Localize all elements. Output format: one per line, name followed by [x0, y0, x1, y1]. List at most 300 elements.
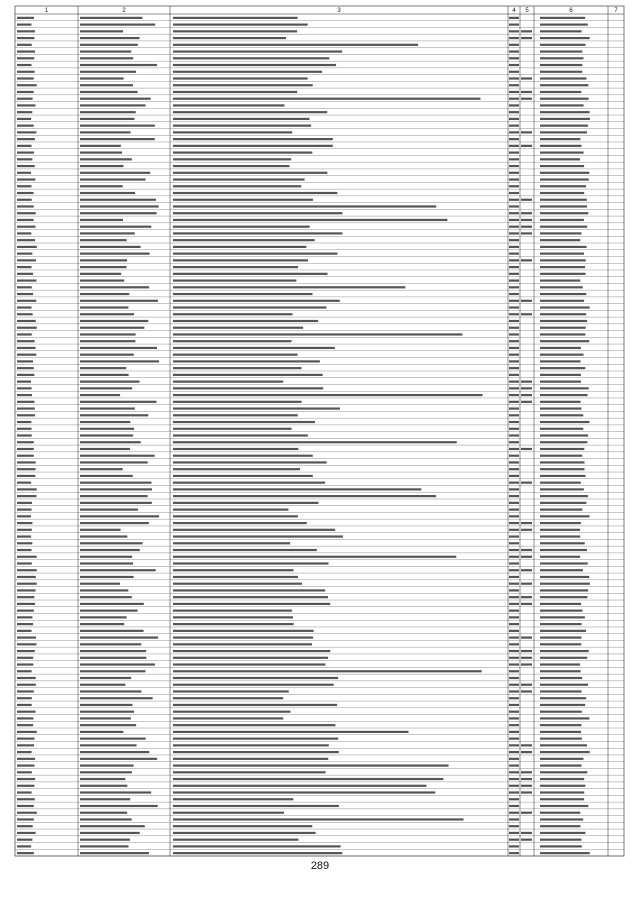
- year-illegible: [509, 448, 519, 450]
- period-illegible: [540, 495, 588, 497]
- year-illegible: [509, 515, 519, 517]
- address-illegible: [80, 825, 145, 827]
- period-illegible: [540, 818, 583, 820]
- row-number-illegible: [17, 556, 37, 558]
- row-number-illegible: [17, 623, 33, 625]
- row-number-illegible: [17, 731, 37, 733]
- year-illegible: [509, 111, 519, 113]
- work-description-illegible: [173, 515, 298, 517]
- period-illegible: [540, 630, 586, 632]
- year-illegible: [509, 832, 519, 834]
- period-illegible: [540, 259, 586, 261]
- year-illegible: [509, 98, 519, 100]
- column-number-1: 1: [44, 8, 49, 14]
- work-description-illegible: [173, 731, 408, 733]
- address-illegible: [80, 495, 148, 497]
- address-illegible: [80, 279, 124, 281]
- work-description-illegible: [173, 64, 336, 66]
- year-illegible: [509, 643, 519, 645]
- work-description-illegible: [173, 455, 313, 457]
- work-description-illegible: [173, 165, 290, 167]
- year-illegible: [509, 825, 519, 827]
- row-number-illegible: [17, 825, 33, 827]
- row-number-illegible: [17, 320, 36, 322]
- year-illegible: [509, 192, 519, 194]
- work-description-illegible: [173, 758, 328, 760]
- row-number-illegible: [17, 172, 31, 174]
- row-number-illegible: [17, 522, 32, 524]
- address-illegible: [80, 212, 157, 214]
- year-illegible: [509, 670, 519, 672]
- year-illegible: [509, 852, 519, 854]
- work-description-illegible: [173, 461, 327, 463]
- period-illegible: [540, 623, 582, 625]
- address-illegible: [80, 455, 155, 457]
- year-illegible: [509, 374, 519, 376]
- year-illegible: [509, 845, 519, 847]
- row-number-illegible: [17, 50, 35, 52]
- work-description-illegible: [173, 764, 449, 766]
- year-illegible: [509, 219, 519, 221]
- row-number-illegible: [17, 138, 35, 140]
- row-number-illegible: [17, 583, 37, 585]
- address-illegible: [80, 125, 155, 127]
- address-illegible: [80, 138, 155, 140]
- period-illegible: [540, 158, 580, 160]
- year-illegible: [521, 448, 532, 450]
- address-illegible: [80, 461, 148, 463]
- row-number-illegible: [17, 509, 32, 511]
- row-number-illegible: [17, 711, 36, 713]
- year-illegible: [521, 596, 532, 598]
- year-illegible: [521, 583, 532, 585]
- address-illegible: [80, 670, 145, 672]
- address-illegible: [80, 434, 133, 436]
- work-description-illegible: [173, 104, 284, 106]
- year-illegible: [509, 71, 519, 73]
- year-illegible: [509, 818, 519, 820]
- year-illegible: [509, 259, 519, 261]
- period-illegible: [540, 266, 585, 268]
- address-illegible: [80, 30, 123, 32]
- address-illegible: [80, 515, 159, 517]
- period-illegible: [540, 434, 588, 436]
- period-illegible: [540, 151, 584, 153]
- row-number-illegible: [17, 232, 31, 234]
- year-illegible: [509, 535, 519, 537]
- period-illegible: [540, 279, 580, 281]
- table-frame: [15, 6, 624, 856]
- year-illegible: [509, 293, 519, 295]
- address-illegible: [80, 91, 138, 93]
- address-illegible: [80, 845, 129, 847]
- row-number-illegible: [17, 279, 36, 281]
- work-description-illegible: [173, 145, 333, 147]
- row-number-illegible: [17, 421, 31, 423]
- row-number-illegible: [17, 64, 31, 66]
- address-illegible: [80, 37, 139, 39]
- period-illegible: [540, 293, 586, 295]
- work-description-illegible: [173, 266, 298, 268]
- period-illegible: [540, 589, 588, 591]
- year-illegible: [521, 650, 532, 652]
- work-description-illegible: [173, 509, 288, 511]
- work-description-illegible: [173, 333, 462, 335]
- period-illegible: [540, 71, 582, 73]
- work-description-illegible: [173, 535, 343, 537]
- year-illegible: [509, 387, 519, 389]
- period-illegible: [540, 17, 585, 19]
- period-illegible: [540, 165, 584, 167]
- year-illegible: [509, 482, 519, 484]
- work-description-illegible: [173, 30, 297, 32]
- year-illegible: [521, 522, 532, 524]
- work-description-illegible: [173, 434, 308, 436]
- work-description-illegible: [173, 253, 337, 255]
- row-number-illegible: [17, 603, 35, 605]
- period-illegible: [540, 616, 585, 618]
- year-illegible: [509, 145, 519, 147]
- work-description-illegible: [173, 91, 297, 93]
- row-number-illegible: [17, 610, 34, 612]
- year-illegible: [521, 791, 532, 793]
- year-illegible: [521, 812, 532, 814]
- row-number-illegible: [17, 151, 34, 153]
- address-illegible: [80, 643, 141, 645]
- year-illegible: [509, 630, 519, 632]
- period-illegible: [540, 219, 584, 221]
- period-illegible: [540, 37, 590, 39]
- year-illegible: [509, 232, 519, 234]
- row-number-illegible: [17, 253, 32, 255]
- work-description-illegible: [173, 832, 316, 834]
- work-description-illegible: [173, 643, 312, 645]
- address-illegible: [80, 522, 149, 524]
- period-illegible: [540, 738, 582, 740]
- address-illegible: [80, 468, 123, 470]
- period-illegible: [540, 785, 585, 787]
- address-illegible: [80, 172, 150, 174]
- year-illegible: [509, 636, 519, 638]
- year-illegible: [509, 125, 519, 127]
- period-illegible: [540, 172, 589, 174]
- row-number-illegible: [17, 576, 36, 578]
- address-illegible: [80, 313, 134, 315]
- work-description-illegible: [173, 111, 327, 113]
- address-illegible: [80, 785, 127, 787]
- period-illegible: [540, 354, 584, 356]
- address-illegible: [80, 381, 139, 383]
- period-illegible: [540, 44, 586, 46]
- year-illegible: [509, 306, 519, 308]
- address-illegible: [80, 663, 155, 665]
- year-illegible: [521, 199, 532, 201]
- work-description-illegible: [173, 495, 436, 497]
- year-illegible: [509, 764, 519, 766]
- work-description-illegible: [173, 778, 443, 780]
- year-illegible: [509, 569, 519, 571]
- address-illegible: [80, 771, 132, 773]
- address-illegible: [80, 805, 158, 807]
- address-illegible: [80, 482, 151, 484]
- period-illegible: [540, 273, 586, 275]
- period-illegible: [540, 663, 580, 665]
- period-illegible: [540, 448, 584, 450]
- address-illegible: [80, 286, 149, 288]
- year-illegible: [509, 704, 519, 706]
- work-description-illegible: [173, 522, 307, 524]
- address-illegible: [80, 569, 156, 571]
- address-illegible: [80, 596, 132, 598]
- year-illegible: [509, 138, 519, 140]
- year-illegible: [509, 562, 519, 564]
- period-illegible: [540, 185, 586, 187]
- address-illegible: [80, 421, 130, 423]
- row-number-illegible: [17, 744, 34, 746]
- work-description-illegible: [173, 131, 292, 133]
- work-description-illegible: [173, 818, 463, 820]
- year-illegible: [509, 488, 519, 490]
- period-illegible: [540, 401, 581, 403]
- work-description-illegible: [173, 441, 457, 443]
- row-number-illegible: [17, 212, 36, 214]
- row-number-illegible: [17, 812, 37, 814]
- work-description-illegible: [173, 583, 302, 585]
- year-illegible: [521, 394, 532, 396]
- period-illegible: [540, 690, 582, 692]
- period-illegible: [540, 455, 582, 457]
- work-description-illegible: [173, 421, 315, 423]
- row-number-illegible: [17, 542, 32, 544]
- period-illegible: [540, 232, 582, 234]
- year-illegible: [509, 320, 519, 322]
- year-illegible: [521, 751, 532, 753]
- year-illegible: [509, 172, 519, 174]
- work-description-illegible: [173, 542, 290, 544]
- year-illegible: [521, 300, 532, 302]
- work-description-illegible: [173, 125, 311, 127]
- address-illegible: [80, 145, 121, 147]
- work-description-illegible: [173, 428, 292, 430]
- address-illegible: [80, 401, 157, 403]
- row-number-illegible: [17, 778, 35, 780]
- year-illegible: [509, 461, 519, 463]
- year-illegible: [521, 381, 532, 383]
- year-illegible: [509, 165, 519, 167]
- year-illegible: [509, 441, 519, 443]
- address-illegible: [80, 839, 130, 841]
- work-description-illegible: [173, 118, 309, 120]
- row-number-illegible: [17, 562, 32, 564]
- row-number-illegible: [17, 434, 32, 436]
- period-illegible: [540, 684, 588, 686]
- period-illegible: [540, 744, 587, 746]
- row-number-illegible: [17, 354, 36, 356]
- address-illegible: [80, 219, 123, 221]
- row-number-illegible: [17, 596, 34, 598]
- address-illegible: [80, 259, 127, 261]
- row-number-illegible: [17, 468, 36, 470]
- year-illegible: [509, 151, 519, 153]
- work-description-illegible: [173, 232, 342, 234]
- row-number-illegible: [17, 549, 32, 551]
- year-illegible: [509, 212, 519, 214]
- year-illegible: [509, 407, 519, 409]
- year-illegible: [521, 37, 532, 39]
- column-number-3: 3: [337, 8, 341, 14]
- address-illegible: [80, 818, 132, 820]
- work-description-illegible: [173, 852, 342, 854]
- year-illegible: [521, 744, 532, 746]
- year-illegible: [521, 219, 532, 221]
- work-description-illegible: [173, 199, 313, 201]
- work-description-illegible: [173, 502, 318, 504]
- year-illegible: [509, 401, 519, 403]
- address-illegible: [80, 690, 141, 692]
- address-illegible: [80, 630, 144, 632]
- row-number-illegible: [17, 407, 35, 409]
- year-illegible: [521, 556, 532, 558]
- period-illegible: [540, 98, 589, 100]
- address-illegible: [80, 84, 133, 86]
- address-illegible: [80, 178, 146, 180]
- year-illegible: [509, 77, 519, 79]
- row-number-illegible: [17, 394, 32, 396]
- row-number-illegible: [17, 340, 35, 342]
- year-illegible: [509, 455, 519, 457]
- year-illegible: [509, 300, 519, 302]
- year-illegible: [521, 771, 532, 773]
- address-illegible: [80, 791, 151, 793]
- work-description-illegible: [173, 394, 483, 396]
- period-illegible: [540, 650, 589, 652]
- row-number-illegible: [17, 158, 32, 160]
- year-illegible: [509, 333, 519, 335]
- period-illegible: [540, 64, 582, 66]
- period-illegible: [540, 509, 582, 511]
- year-illegible: [509, 791, 519, 793]
- row-number-illegible: [17, 401, 34, 403]
- row-number-illegible: [17, 293, 33, 295]
- work-description-illegible: [173, 219, 447, 221]
- work-description-illegible: [173, 172, 327, 174]
- row-number-illegible: [17, 24, 31, 26]
- year-illegible: [521, 91, 532, 93]
- work-description-illegible: [173, 226, 310, 228]
- year-illegible: [509, 475, 519, 477]
- work-description-illegible: [173, 630, 314, 632]
- year-illegible: [509, 340, 519, 342]
- year-illegible: [509, 576, 519, 578]
- period-illegible: [540, 313, 586, 315]
- address-illegible: [80, 650, 146, 652]
- address-illegible: [80, 636, 158, 638]
- period-illegible: [540, 138, 580, 140]
- work-description-illegible: [173, 98, 480, 100]
- row-number-illegible: [17, 145, 31, 147]
- work-description-illegible: [173, 387, 323, 389]
- period-illegible: [540, 30, 582, 32]
- work-description-illegible: [173, 57, 329, 59]
- row-number-illegible: [17, 818, 34, 820]
- period-illegible: [540, 562, 588, 564]
- row-number-illegible: [17, 488, 37, 490]
- address-illegible: [80, 158, 132, 160]
- period-illegible: [540, 475, 585, 477]
- row-number-illegible: [17, 832, 36, 834]
- year-illegible: [509, 542, 519, 544]
- year-illegible: [509, 84, 519, 86]
- year-illegible: [509, 717, 519, 719]
- row-number-illegible: [17, 791, 32, 793]
- work-description-illegible: [173, 704, 337, 706]
- row-number-illegible: [17, 98, 33, 100]
- period-illegible: [540, 764, 582, 766]
- address-illegible: [80, 616, 127, 618]
- row-number-illegible: [17, 636, 36, 638]
- period-illegible: [540, 253, 584, 255]
- year-illegible: [509, 414, 519, 416]
- year-illegible: [509, 266, 519, 268]
- period-illegible: [540, 394, 588, 396]
- row-number-illegible: [17, 125, 34, 127]
- work-description-illegible: [173, 798, 293, 800]
- year-illegible: [521, 663, 532, 665]
- work-description-illegible: [173, 771, 326, 773]
- period-illegible: [540, 381, 581, 383]
- row-number-illegible: [17, 845, 31, 847]
- work-description-illegible: [173, 374, 323, 376]
- work-description-illegible: [173, 791, 435, 793]
- address-illegible: [80, 111, 136, 113]
- address-illegible: [80, 778, 125, 780]
- year-illegible: [521, 832, 532, 834]
- row-number-illegible: [17, 670, 32, 672]
- year-illegible: [509, 758, 519, 760]
- work-description-illegible: [173, 690, 289, 692]
- address-illegible: [80, 697, 153, 699]
- period-illegible: [540, 704, 585, 706]
- work-description-illegible: [173, 812, 284, 814]
- work-description-illegible: [173, 738, 338, 740]
- period-illegible: [540, 327, 586, 329]
- address-illegible: [80, 205, 159, 207]
- period-illegible: [540, 839, 581, 841]
- work-description-illegible: [173, 468, 300, 470]
- address-illegible: [80, 199, 156, 201]
- work-description-illegible: [173, 71, 322, 73]
- year-illegible: [521, 684, 532, 686]
- work-description-illegible: [173, 825, 312, 827]
- period-illegible: [540, 300, 584, 302]
- address-illegible: [80, 165, 123, 167]
- period-illegible: [540, 529, 580, 531]
- period-illegible: [540, 576, 589, 578]
- row-number-illegible: [17, 461, 36, 463]
- row-number-illegible: [17, 839, 32, 841]
- period-illegible: [540, 468, 585, 470]
- year-illegible: [509, 104, 519, 106]
- address-illegible: [80, 576, 134, 578]
- row-number-illegible: [17, 205, 34, 207]
- work-description-illegible: [173, 596, 328, 598]
- year-illegible: [509, 347, 519, 349]
- period-illegible: [540, 596, 587, 598]
- row-number-illegible: [17, 131, 36, 133]
- year-illegible: [509, 771, 519, 773]
- work-description-illegible: [173, 475, 313, 477]
- period-illegible: [540, 798, 584, 800]
